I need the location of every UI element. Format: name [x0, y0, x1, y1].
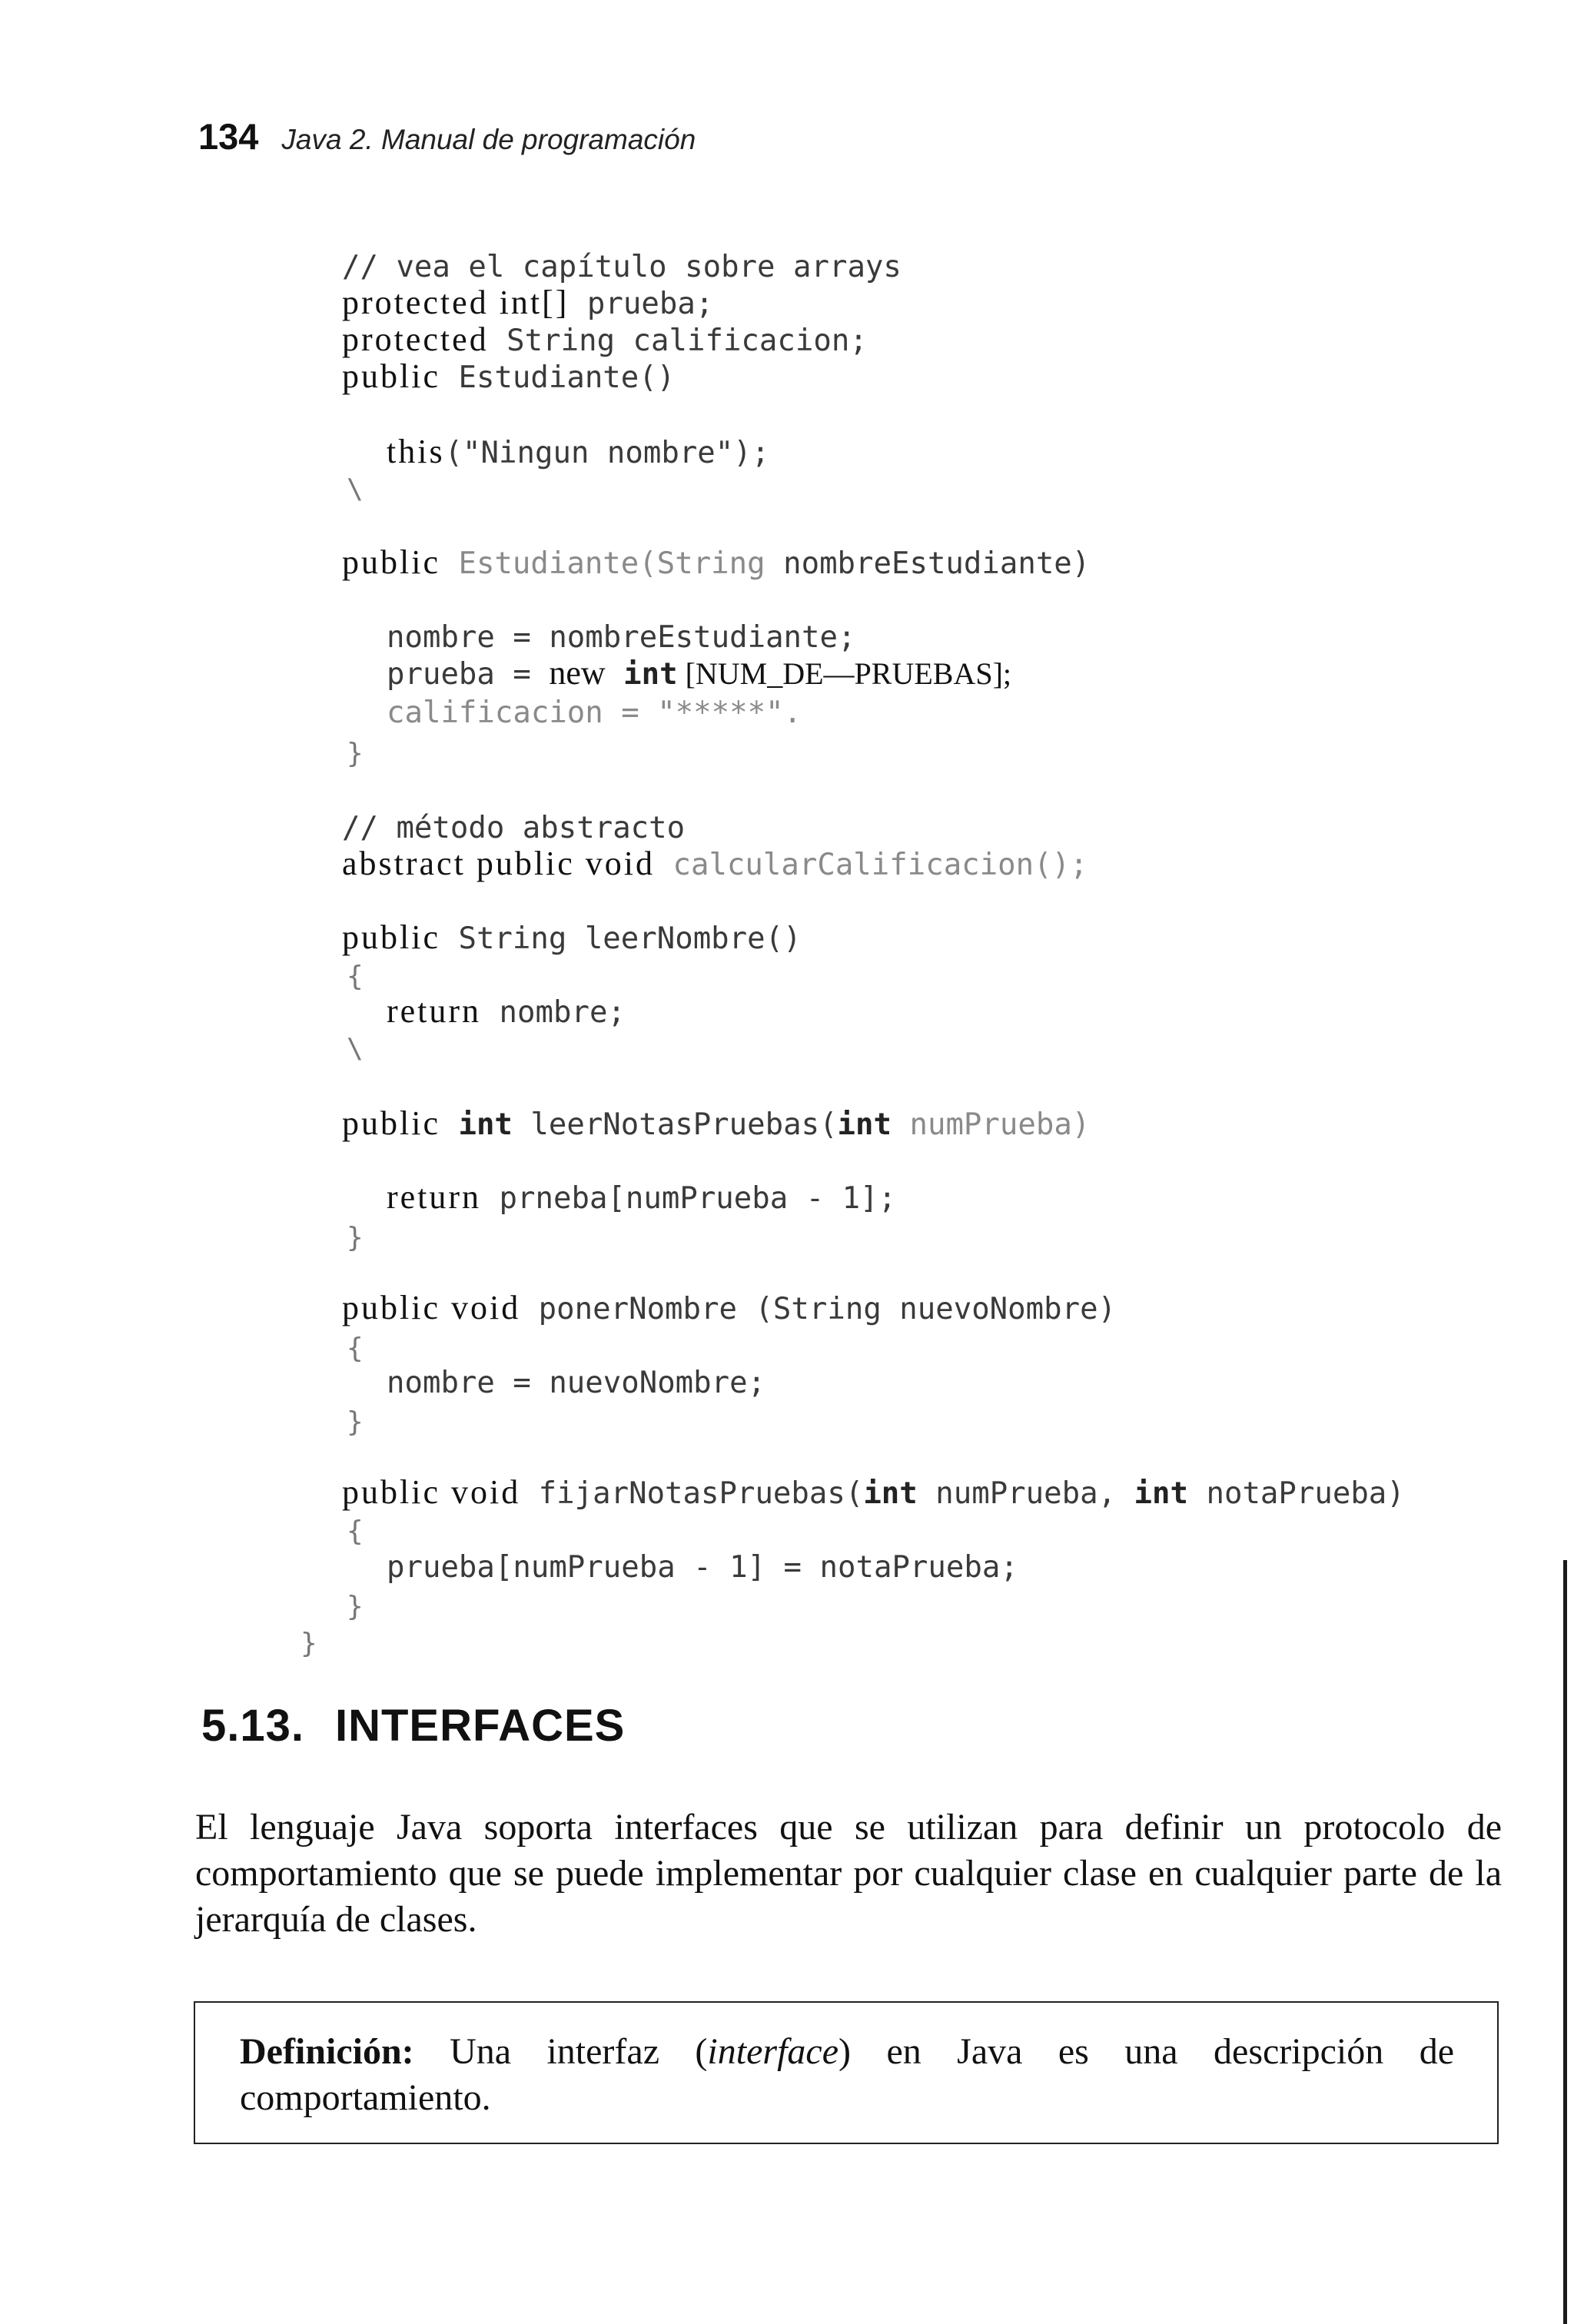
section-heading [201, 1700, 625, 1751]
definition-text-after: ) en Java es una descripción de comportamiento. [240, 2031, 1454, 2118]
code-comment: // vea el capítulo sobre arrays [342, 250, 902, 284]
code-brace: { [347, 961, 364, 992]
code-brace: } [347, 1222, 364, 1253]
code-brace: } [347, 1406, 364, 1438]
code-identifier: nombreEstudiante) [765, 546, 1091, 581]
code-identifier: Estudiante(String [440, 546, 765, 581]
code-identifier: notaPrueba) [1188, 1476, 1405, 1511]
code-line [355, 1326, 765, 1439]
code-identifier: Estudiante() [440, 360, 676, 395]
code-keyword: protected [342, 320, 489, 358]
code-brace: \ [347, 1033, 364, 1064]
code-type: int [837, 1107, 892, 1142]
code-line [355, 1511, 1018, 1623]
code-type: int [1134, 1476, 1188, 1511]
code-line [355, 397, 769, 509]
code-keyword: protected int[] [342, 284, 569, 321]
code-statement: calificacion = "*****". [387, 696, 802, 730]
code-type: int [863, 1476, 918, 1511]
code-line [355, 956, 626, 1068]
definition-italic-term: interface [707, 2031, 839, 2072]
code-keyword: public void [342, 1289, 521, 1326]
code-keyword: return [387, 992, 482, 1030]
body-paragraph: El lenguaje Java soporta interfaces que se utilizan para definir un protocolo de comportamiento que se puede implementar por cualquier clase en cualquier parte de la jerarquía de clases. [195, 1807, 1502, 1940]
code-comment: // método abstracto [342, 811, 686, 845]
running-title: Java 2. Manual de programación [281, 124, 696, 155]
code-identifier: prueba; [569, 287, 714, 321]
code-brace: } [347, 738, 364, 769]
code-identifier: prueba = [387, 657, 550, 692]
code-identifier: ponerNombre (String nuevoNombre) [520, 1292, 1117, 1326]
code-identifier: numPrueba) [892, 1107, 1091, 1142]
code-statement: nombre = nuevoNombre; [387, 1366, 766, 1400]
code-keyword: public [342, 918, 440, 956]
code-keyword: new [549, 654, 606, 692]
code-brace: { [347, 1516, 364, 1547]
code-keyword: return [387, 1178, 482, 1216]
section-number: 5.13. [201, 1701, 304, 1751]
code-identifier: String calificacion; [488, 324, 868, 358]
code-line [315, 1549, 364, 1662]
code-brace: } [301, 1628, 317, 1659]
section-title: INTERFACES [335, 1701, 626, 1751]
code-identifier: leerNotasPruebas( [512, 1107, 838, 1142]
code-identifier: prneba[numPrueba - 1]; [481, 1181, 897, 1216]
code-identifier: String leerNombre() [440, 921, 802, 956]
code-brace: \ [347, 473, 364, 505]
code-identifier: calcularCalificacion(); [655, 848, 1088, 882]
code-statement: nombre = nombreEstudiante; [387, 620, 856, 655]
definition-text-before: Una interfaz ( [413, 2031, 708, 2072]
code-identifier: nombre; [481, 995, 626, 1030]
page-edge-bar [1563, 1560, 1567, 2324]
code-keyword: this [387, 433, 445, 470]
code-brace: { [347, 1333, 364, 1364]
code-type: int [605, 657, 678, 692]
code-line [269, 1586, 317, 1699]
code-keyword: public [342, 543, 440, 581]
code-line [355, 656, 802, 769]
code-brace: } [347, 1591, 364, 1622]
code-identifier: fijarNotasPruebas( [520, 1476, 864, 1511]
code-keyword: public [342, 357, 440, 395]
definition-box [194, 2001, 1499, 2144]
code-type: int [440, 1107, 513, 1142]
page-header [198, 115, 696, 158]
definition-text [240, 2029, 1454, 2121]
code-identifier: ("Ningun nombre"); [444, 436, 770, 470]
definition-term: Definición: [240, 2031, 414, 2072]
code-keyword: public [342, 1104, 440, 1142]
code-identifier: [NUM_DE—PRUEBAS]; [677, 656, 1012, 691]
page-number: 134 [198, 116, 259, 157]
code-keyword: public void [342, 1473, 521, 1511]
code-keyword: abstract public void [342, 845, 656, 882]
code-line [355, 1142, 896, 1254]
code-statement: prueba[numPrueba - 1] = notaPrueba; [387, 1550, 1018, 1585]
code-identifier: numPrueba, [917, 1476, 1134, 1511]
